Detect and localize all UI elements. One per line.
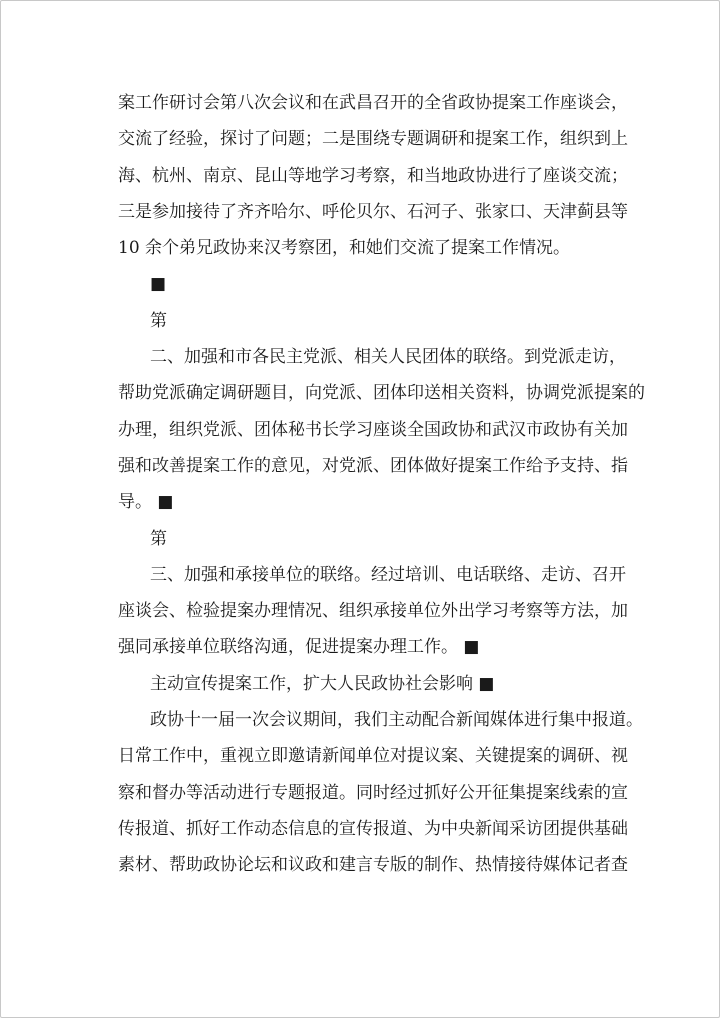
text-line: 主动宣传提案工作，扩大人民政协社会影响 ■ [150,673,495,694]
text-line: 二、加强和市各民主党派、相关人民团体的联络。到党派走访， [150,347,626,368]
text-line: ■ [150,274,167,295]
text-line: 第 [150,528,167,549]
text-line: 三、加强和承接单位的联络。经过培训、电话联络、走访、召开 [150,564,626,585]
text-line: 素材、帮助政协论坛和议政和建言专版的制作、热情接待媒体记者查 [118,855,628,876]
text-line: 日常工作中，重视立即邀请新闻单位对提议案、关键提案的调研、视 [118,746,628,767]
text-line: 强同承接单位联络沟通，促进提案办理工作。 ■ [118,637,480,658]
text-line: 传报道、抓好工作动态信息的宣传报道、为中央新闻采访团提供基础 [118,818,628,839]
text-line: 海、杭州、南京、昆山等地学习考察，和当地政协进行了座谈交流； [118,165,628,186]
text-line: 座谈会、检验提案办理情况、组织承接单位外出学习考察等方法，加 [118,601,628,622]
text-line: 交流了经验，探讨了问题；二是围绕专题调研和提案工作，组织到上 [118,129,628,150]
text-line: 案工作研讨会第八次会议和在武昌召开的全省政协提案工作座谈会， [118,93,628,113]
text-line: 察和督办等活动进行专题报道。同时经过抓好公开征集提案线索的宣 [118,782,628,803]
text-line: 帮助党派确定调研题目，向党派、团体印送相关资料，协调党派提案的 [118,383,645,404]
document-body [118,85,645,884]
text-line: 10 余个弟兄政协来汉考察团，和她们交流了提案工作情况。 [118,238,571,259]
text-line: 办理，组织党派、团体秘书长学习座谈全国政协和武汉市政协有关加 [118,419,628,440]
text-line: 第 [150,310,167,331]
text-line: 强和改善提案工作的意见，对党派、团体做好提案工作给予支持、指 [118,455,628,476]
text-line: 政协十一届一次会议期间，我们主动配合新闻媒体进行集中报道。 [150,710,643,731]
text-line: 三是参加接待了齐齐哈尔、呼伦贝尔、石河子、张家口、天津蓟县等 [118,201,628,222]
text-line: 导。 ■ [118,492,174,513]
